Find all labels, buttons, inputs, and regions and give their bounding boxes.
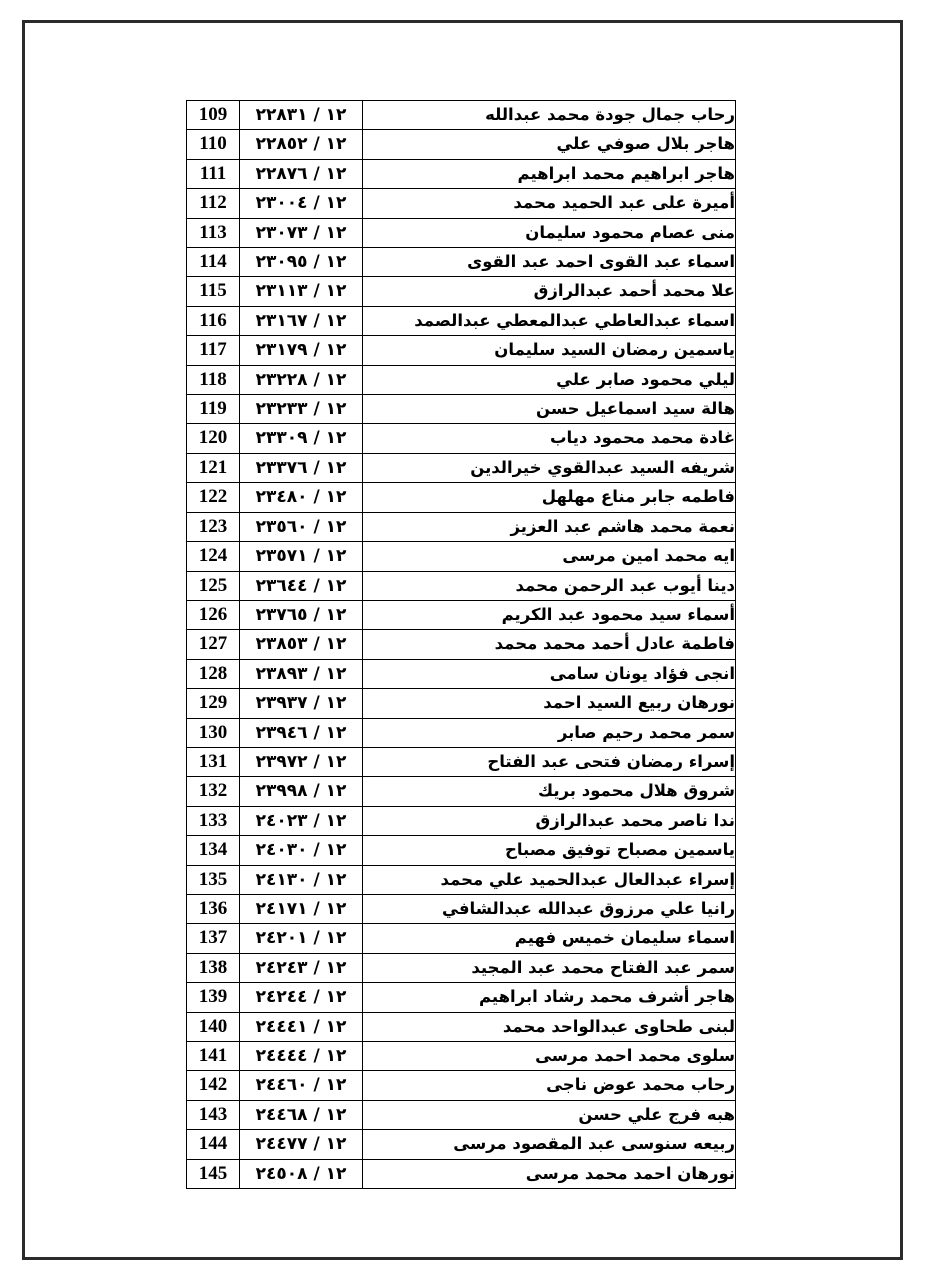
table-row <box>187 1159 736 1188</box>
table-row <box>187 1100 736 1129</box>
cell-name: شروق هلال محمود بريك <box>363 777 736 806</box>
table-row <box>187 512 736 541</box>
cell-index: 143 <box>187 1100 240 1129</box>
cell-seat-number: ١٢ / ٢٢٨٣١ <box>240 101 363 130</box>
cell-name: اسماء عبد القوى احمد عبد القوى <box>363 248 736 277</box>
table-row <box>187 1071 736 1100</box>
cell-seat-number: ١٢ / ٢٣٩٧٢ <box>240 747 363 776</box>
cell-seat-number: ١٢ / ٢٣٨٩٣ <box>240 659 363 688</box>
table-row <box>187 424 736 453</box>
table-row <box>187 395 736 424</box>
table-row <box>187 747 736 776</box>
cell-index: 141 <box>187 1042 240 1071</box>
table-row <box>187 1042 736 1071</box>
cell-index: 114 <box>187 248 240 277</box>
cell-index: 133 <box>187 806 240 835</box>
cell-index: 122 <box>187 483 240 512</box>
cell-seat-number: ١٢ / ٢٣٩٣٧ <box>240 689 363 718</box>
table-row <box>187 542 736 571</box>
cell-name: هالة سيد اسماعيل حسن <box>363 395 736 424</box>
roster-table-container <box>190 100 736 1189</box>
cell-name: ربيعه سنوسى عبد المقصود مرسى <box>363 1130 736 1159</box>
table-row <box>187 453 736 482</box>
cell-seat-number: ١٢ / ٢٤٥٠٨ <box>240 1159 363 1188</box>
table-row <box>187 689 736 718</box>
table-row <box>187 130 736 159</box>
cell-index: 144 <box>187 1130 240 1159</box>
cell-seat-number: ١٢ / ٢٣٩٩٨ <box>240 777 363 806</box>
cell-index: 139 <box>187 983 240 1012</box>
cell-index: 121 <box>187 453 240 482</box>
table-row <box>187 894 736 923</box>
cell-name: إسراء عبدالعال عبدالحميد علي محمد <box>363 865 736 894</box>
cell-name: اسماء عبدالعاطي عبدالمعطي عبدالصمد <box>363 306 736 335</box>
cell-name: سمر عبد الفتاح محمد عبد المجيد <box>363 953 736 982</box>
table-row <box>187 983 736 1012</box>
cell-name: انجى فؤاد يونان سامى <box>363 659 736 688</box>
cell-index: 132 <box>187 777 240 806</box>
table-row <box>187 483 736 512</box>
table-row <box>187 777 736 806</box>
cell-index: 124 <box>187 542 240 571</box>
cell-name: غادة محمد محمود دياب <box>363 424 736 453</box>
cell-name: نعمة محمد هاشم عبد العزيز <box>363 512 736 541</box>
cell-seat-number: ١٢ / ٢٣٠٠٤ <box>240 189 363 218</box>
cell-index: 138 <box>187 953 240 982</box>
table-row <box>187 865 736 894</box>
cell-seat-number: ١٢ / ٢٤٤٤٤ <box>240 1042 363 1071</box>
cell-name: ندا ناصر محمد عبدالرازق <box>363 806 736 835</box>
cell-index: 136 <box>187 894 240 923</box>
cell-seat-number: ١٢ / ٢٤٢٠١ <box>240 924 363 953</box>
table-row <box>187 659 736 688</box>
cell-index: 113 <box>187 218 240 247</box>
cell-index: 129 <box>187 689 240 718</box>
cell-name: شريفه السيد عبدالقوي خيرالدين <box>363 453 736 482</box>
cell-name: هبه فرج علي حسن <box>363 1100 736 1129</box>
cell-index: 135 <box>187 865 240 894</box>
cell-seat-number: ١٢ / ٢٤٤٦٨ <box>240 1100 363 1129</box>
cell-seat-number: ١٢ / ٢٤١٣٠ <box>240 865 363 894</box>
cell-index: 131 <box>187 747 240 776</box>
cell-index: 140 <box>187 1012 240 1041</box>
cell-seat-number: ١٢ / ٢٣٣٧٦ <box>240 453 363 482</box>
cell-index: 117 <box>187 336 240 365</box>
cell-index: 127 <box>187 630 240 659</box>
cell-name: ايه محمد امين مرسى <box>363 542 736 571</box>
roster-table-body <box>187 101 736 1189</box>
table-row <box>187 924 736 953</box>
table-row <box>187 571 736 600</box>
cell-seat-number: ١٢ / ٢٣٤٨٠ <box>240 483 363 512</box>
cell-name: منى عصام محمود سليمان <box>363 218 736 247</box>
cell-seat-number: ١٢ / ٢٤٤٦٠ <box>240 1071 363 1100</box>
cell-seat-number: ١٢ / ٢٤٢٤٤ <box>240 983 363 1012</box>
cell-name: أسماء سيد محمود عبد الكريم <box>363 600 736 629</box>
table-row <box>187 630 736 659</box>
cell-seat-number: ١٢ / ٢٣٣٠٩ <box>240 424 363 453</box>
cell-index: 111 <box>187 159 240 188</box>
cell-name: نورهان احمد محمد مرسى <box>363 1159 736 1188</box>
cell-index: 118 <box>187 365 240 394</box>
table-row <box>187 189 736 218</box>
table-row <box>187 1012 736 1041</box>
cell-seat-number: ١٢ / ٢٣٠٩٥ <box>240 248 363 277</box>
cell-name: ياسمين مصباح توفيق مصباح <box>363 836 736 865</box>
cell-index: 119 <box>187 395 240 424</box>
cell-index: 109 <box>187 101 240 130</box>
roster-table <box>186 100 736 1189</box>
cell-name: أميرة على عبد الحميد محمد <box>363 189 736 218</box>
table-row <box>187 277 736 306</box>
cell-name: فاطمه جابر مناع مهلهل <box>363 483 736 512</box>
cell-name: لبنى طحاوى عبدالواحد محمد <box>363 1012 736 1041</box>
cell-seat-number: ١٢ / ٢٣٢٣٣ <box>240 395 363 424</box>
cell-seat-number: ١٢ / ٢٣٥٧١ <box>240 542 363 571</box>
cell-name: سلوى محمد احمد مرسى <box>363 1042 736 1071</box>
table-row <box>187 159 736 188</box>
cell-name: علا محمد أحمد عبدالرازق <box>363 277 736 306</box>
cell-seat-number: ١٢ / ٢٢٨٧٦ <box>240 159 363 188</box>
cell-index: 137 <box>187 924 240 953</box>
cell-index: 115 <box>187 277 240 306</box>
table-row <box>187 600 736 629</box>
cell-index: 142 <box>187 1071 240 1100</box>
cell-index: 123 <box>187 512 240 541</box>
table-row <box>187 218 736 247</box>
table-row <box>187 248 736 277</box>
table-row <box>187 718 736 747</box>
cell-name: ليلي محمود صابر علي <box>363 365 736 394</box>
cell-name: رحاب جمال جودة محمد عبدالله <box>363 101 736 130</box>
cell-seat-number: ١٢ / ٢٤٠٢٣ <box>240 806 363 835</box>
cell-name: هاجر بلال صوفي علي <box>363 130 736 159</box>
cell-index: 145 <box>187 1159 240 1188</box>
table-row <box>187 806 736 835</box>
cell-seat-number: ١٢ / ٢٤١٧١ <box>240 894 363 923</box>
cell-index: 120 <box>187 424 240 453</box>
cell-seat-number: ١٢ / ٢٣١١٣ <box>240 277 363 306</box>
cell-name: هاجر أشرف محمد رشاد ابراهيم <box>363 983 736 1012</box>
cell-name: ياسمين رمضان السيد سليمان <box>363 336 736 365</box>
cell-index: 130 <box>187 718 240 747</box>
table-row <box>187 306 736 335</box>
cell-seat-number: ١٢ / ٢٣٥٦٠ <box>240 512 363 541</box>
cell-seat-number: ١٢ / ٢٣٨٥٣ <box>240 630 363 659</box>
cell-seat-number: ١٢ / ٢٤٠٣٠ <box>240 836 363 865</box>
cell-name: رحاب محمد عوض ناجى <box>363 1071 736 1100</box>
cell-seat-number: ١٢ / ٢٣١٧٩ <box>240 336 363 365</box>
cell-name: نورهان ربيع السيد احمد <box>363 689 736 718</box>
cell-name: سمر محمد رحيم صابر <box>363 718 736 747</box>
cell-seat-number: ١٢ / ٢٣١٦٧ <box>240 306 363 335</box>
cell-name: دينا أيوب عبد الرحمن محمد <box>363 571 736 600</box>
cell-index: 112 <box>187 189 240 218</box>
cell-index: 126 <box>187 600 240 629</box>
cell-index: 116 <box>187 306 240 335</box>
table-row <box>187 953 736 982</box>
cell-index: 134 <box>187 836 240 865</box>
cell-seat-number: ١٢ / ٢٢٨٥٢ <box>240 130 363 159</box>
cell-seat-number: ١٢ / ٢٣٧٦٥ <box>240 600 363 629</box>
cell-seat-number: ١٢ / ٢٣٦٤٤ <box>240 571 363 600</box>
cell-index: 125 <box>187 571 240 600</box>
table-row <box>187 1130 736 1159</box>
table-row <box>187 336 736 365</box>
cell-index: 110 <box>187 130 240 159</box>
cell-seat-number: ١٢ / ٢٣٩٤٦ <box>240 718 363 747</box>
cell-index: 128 <box>187 659 240 688</box>
cell-seat-number: ١٢ / ٢٤٢٤٣ <box>240 953 363 982</box>
cell-name: فاطمة عادل أحمد محمد محمد <box>363 630 736 659</box>
cell-seat-number: ١٢ / ٢٤٤٧٧ <box>240 1130 363 1159</box>
cell-name: اسماء سليمان خميس فهيم <box>363 924 736 953</box>
cell-seat-number: ١٢ / ٢٣٠٧٣ <box>240 218 363 247</box>
cell-name: هاجر ابراهيم محمد ابراهيم <box>363 159 736 188</box>
cell-name: رانيا علي مرزوق عبدالله عبدالشافي <box>363 894 736 923</box>
table-row <box>187 836 736 865</box>
cell-seat-number: ١٢ / ٢٤٤٤١ <box>240 1012 363 1041</box>
table-row <box>187 365 736 394</box>
cell-name: إسراء رمضان فتحى عبد الفتاح <box>363 747 736 776</box>
cell-seat-number: ١٢ / ٢٣٢٢٨ <box>240 365 363 394</box>
table-row <box>187 101 736 130</box>
